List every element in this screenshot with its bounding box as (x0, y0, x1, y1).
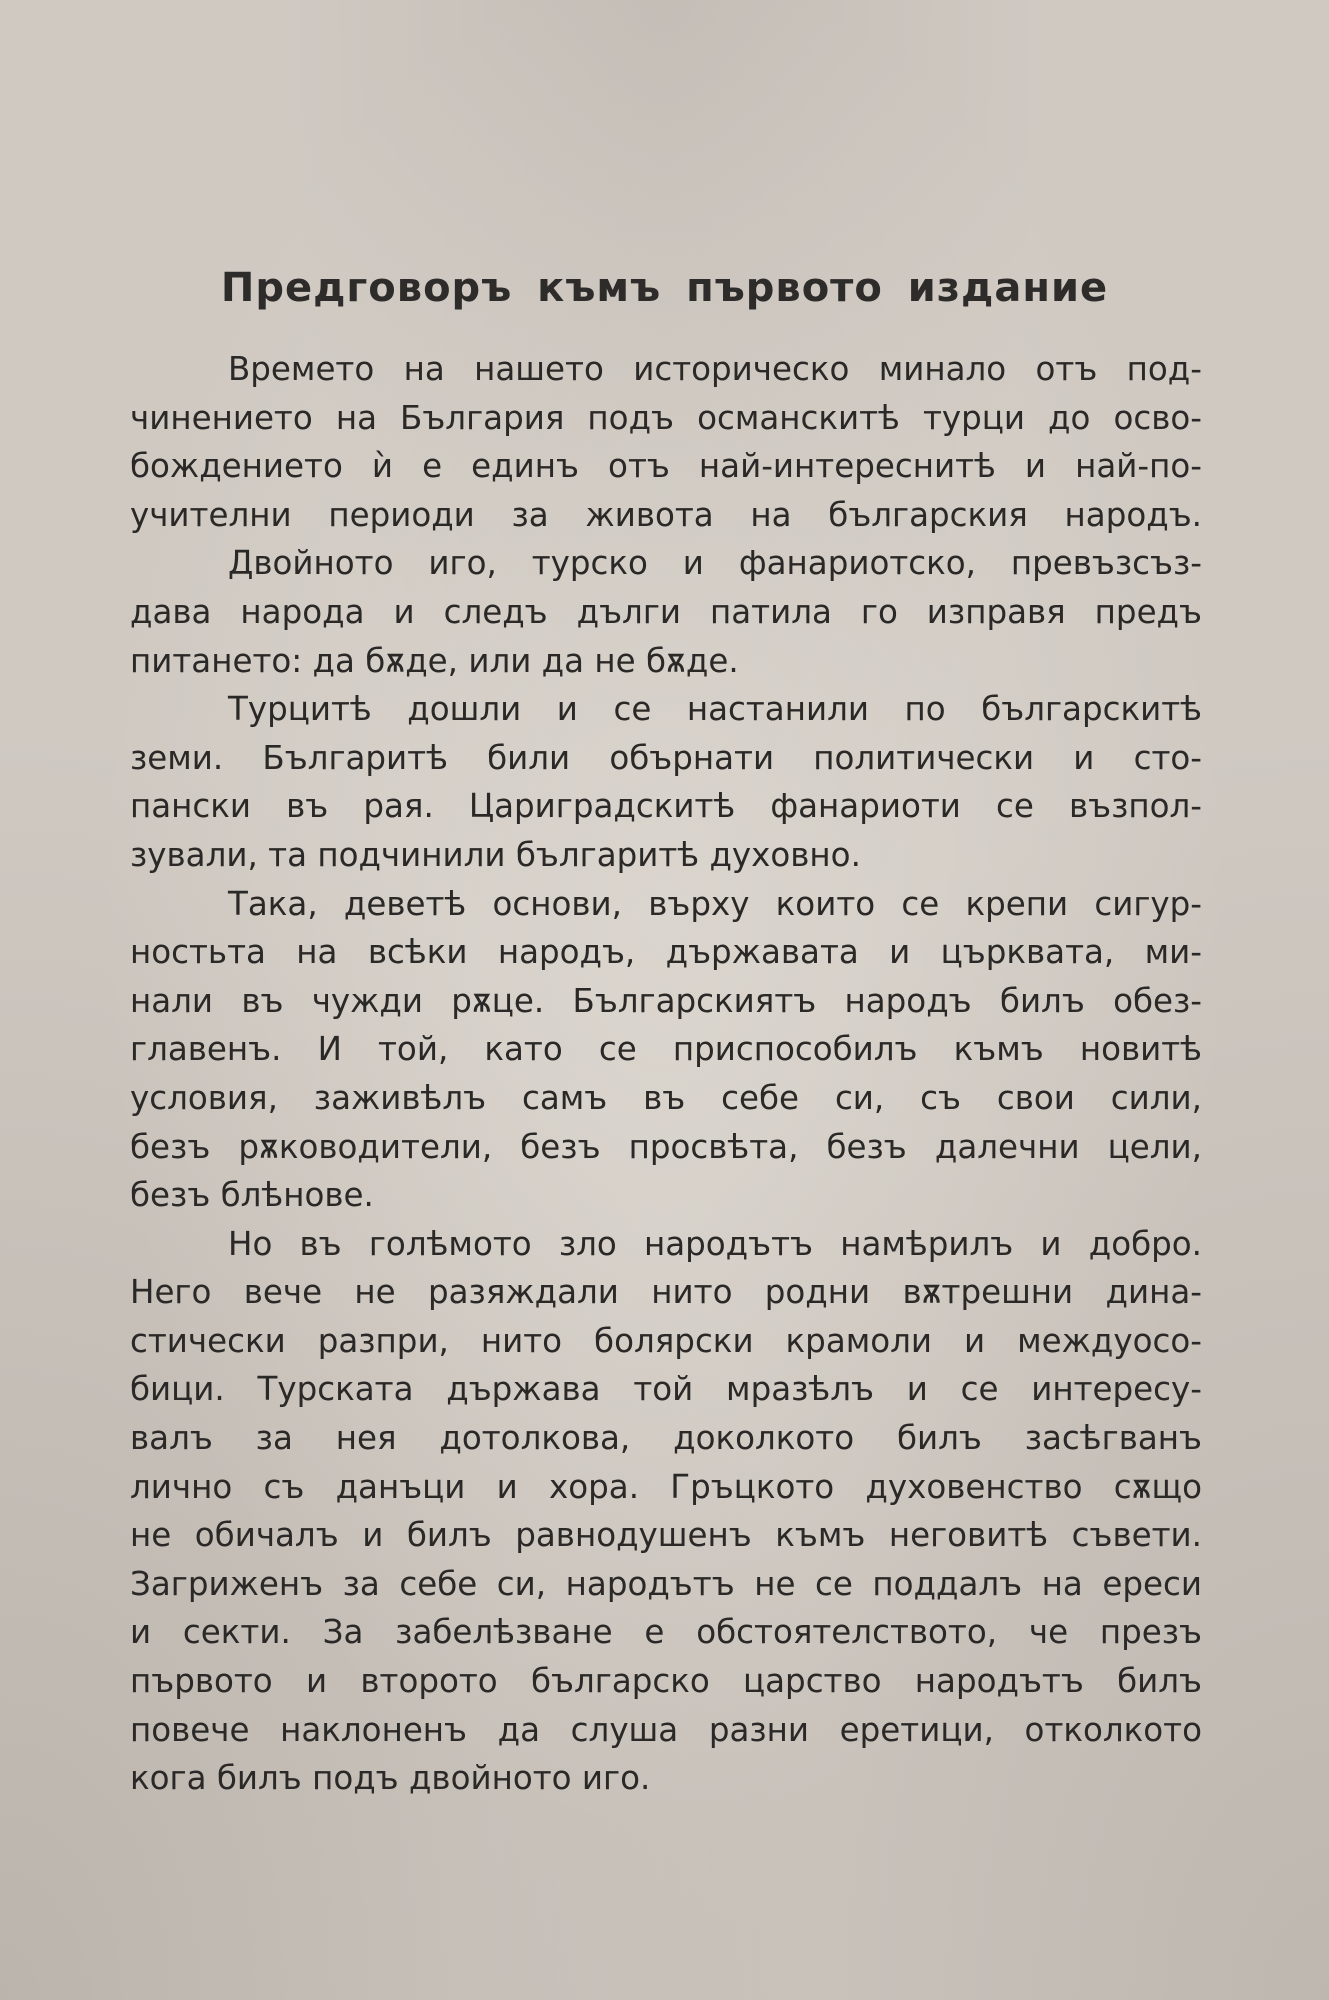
text-line: дава народа и следъ дълги патила го изправя предъ (130, 592, 1202, 631)
text-line: чинението на България подъ османскитѣ турци до осво- (130, 398, 1202, 437)
text-line: главенъ. И той, като се приспособилъ къмъ новитѣ (130, 1030, 1202, 1069)
text-line: Него вече не разяждали нито родни вѫтрешни дина- (130, 1273, 1202, 1312)
text-line: и секти. За забелѣзване е обстоятелството, че презъ (130, 1613, 1202, 1652)
text-line: Загриженъ за себе си, народътъ не се поддалъ на ереси (130, 1564, 1202, 1603)
text-line: питането: да бѫде, или да не бѫде. (130, 641, 739, 680)
text-line: стически разпри, нито болярски крамоли и междуосо- (130, 1321, 1202, 1360)
page-title: Предговоръ къмъ първото издание (220, 265, 1109, 311)
text-line: безъ рѫководители, безъ просвѣта, безъ далечни цели, (130, 1127, 1202, 1166)
text-line: безъ блѣнове. (130, 1176, 374, 1215)
text-line: условия, заживѣлъ самъ въ себе си, съ свои сили, (130, 1078, 1202, 1117)
text-line: учителни периоди за живота на българския народъ. (130, 495, 1202, 534)
text-line: първото и второто българско царство народътъ билъ (130, 1662, 1202, 1701)
text-line: пански въ рая. Цариградскитѣ фанариоти се възпол- (130, 787, 1202, 826)
text-line: Времето на нашето историческо минало отъ под- (228, 350, 1202, 388)
text-line: нали въ чужди рѫце. Българскиятъ народъ билъ обез- (130, 981, 1202, 1020)
text-line: земи. Българитѣ били обърнати политически и сто- (130, 738, 1202, 777)
text-line: не обичалъ и билъ равнодушенъ къмъ неговитѣ съвети. (130, 1516, 1202, 1555)
text-line: ностьта на всѣки народъ, държавата и църквата, ми- (130, 933, 1202, 972)
text-line: Но въ голѣмото зло народътъ намѣрилъ и добро. (228, 1224, 1202, 1263)
preface-text (130, 345, 1202, 1803)
text-line: зували, та подчинили българитѣ духовно. (130, 835, 861, 874)
text-line: Така, деветѣ основи, върху които се крепи сигур- (228, 884, 1202, 923)
text-line: кога билъ подъ двойното иго. (130, 1759, 651, 1798)
text-line: лично съ данъци и хора. Гръцкото духовенство сѫщо (130, 1467, 1202, 1506)
text-line: повече наклоненъ да слуша разни еретици, отколкото (130, 1710, 1202, 1749)
text-line: валъ за нея дотолкова, доколкото билъ засѣгванъ (130, 1419, 1202, 1458)
text-line: бождението ѝ е единъ отъ най-интереснитѣ и най-по- (130, 447, 1202, 486)
text-line: Турцитѣ дошли и се настанили по българскитѣ (228, 690, 1202, 729)
text-line: Двойното иго, турско и фанариотско, превъзсъз- (228, 544, 1202, 583)
text-line: бици. Турската държава той мразѣлъ и се интересу- (130, 1370, 1202, 1409)
